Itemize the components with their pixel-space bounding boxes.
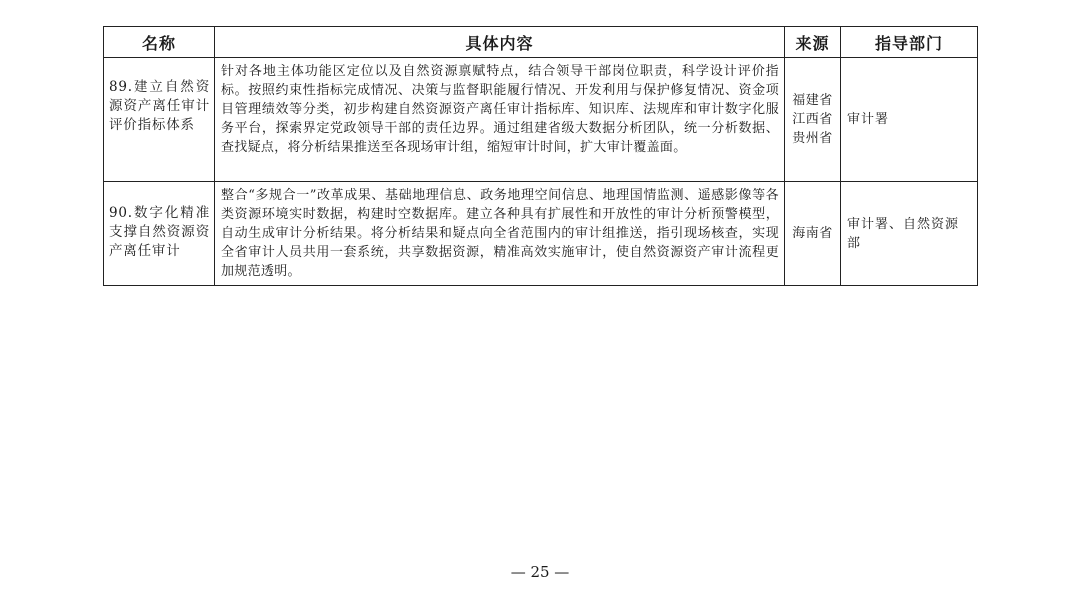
source-province: 江西省: [792, 112, 833, 127]
header-dept: 指导部门: [841, 27, 978, 58]
row-dept-cell: 审计署: [841, 58, 978, 182]
table-row: [104, 58, 978, 182]
row-name-cell: 90.数字化精准支撑自然资源资产离任审计: [104, 182, 215, 286]
row-dept-cell: 审计署、自然资源部: [841, 182, 978, 286]
row-content-cell: 整合“多规合一”改革成果、基础地理信息、政务地理空间信息、地理国情监测、遥感影像等各类资源环境实时数据，构建时空数据库。建立各种具有扩展性和开放性的审计分析预警模型，自动生成审计分析结果。将分析结果和疑点向全省范围内的审计组推送，指引现场核查，实现全省审计人员共用一套系统，共享数据资源，精准高效实施审计，使自然资源资产审计流程更加规范透明。: [215, 182, 785, 286]
header-name: 名称: [104, 27, 215, 58]
row-name-cell: 89.建立自然资源资产离任审计评价指标体系: [104, 58, 215, 182]
source-province: 海南省: [792, 226, 833, 241]
row-source-cell: [785, 182, 841, 286]
row-content-cell: 针对各地主体功能区定位以及自然资源禀赋特点，结合领导干部岗位职责，科学设计评价指标。按照约束性指标完成情况、决策与监督职能履行情况、开发利用与保护修复情况、资金项目管理绩效等分类，初步构建自然资源资产离任审计指标库、知识库、法规库和审计数字化服务平台，探索界定党政领导干部的责任边界。通过组建省级大数据分析团队，统一分析数据、查找疑点，将分析结果推送至各现场审计组，缩短审计时间，扩大审计覆盖面。: [215, 58, 785, 182]
page-number: — 25 —: [510, 563, 570, 581]
source-province: 贵州省: [792, 131, 833, 146]
table-row: [104, 182, 978, 286]
table-header-row: [104, 27, 978, 58]
header-source: 来源: [785, 27, 841, 58]
row-source-cell: [785, 58, 841, 182]
source-province: 福建省: [792, 93, 833, 108]
policy-table: [103, 26, 978, 286]
header-content: 具体内容: [215, 27, 785, 58]
